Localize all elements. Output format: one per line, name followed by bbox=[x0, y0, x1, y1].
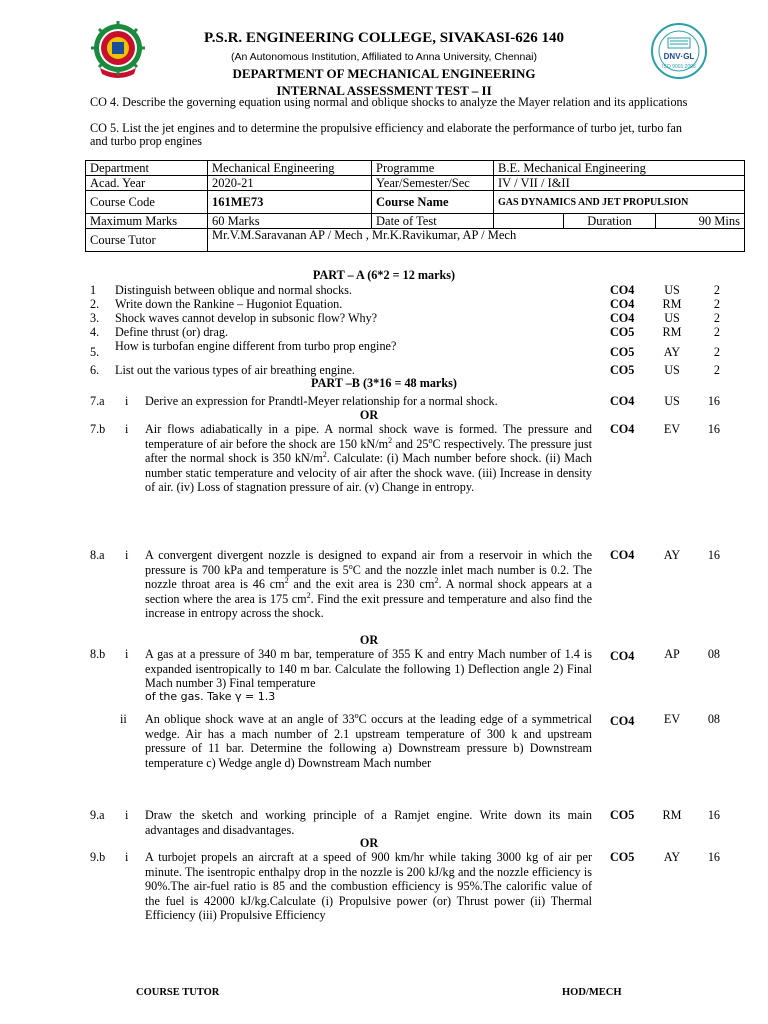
q7a-level: US bbox=[664, 394, 680, 408]
q9b-sub: i bbox=[125, 850, 129, 864]
acad-year-label: Acad. Year bbox=[86, 176, 208, 191]
footer-hod: HOD/MECH bbox=[562, 987, 622, 998]
q8a-sub: i bbox=[125, 548, 129, 562]
q7b-marks: 16 bbox=[707, 422, 720, 436]
q8b-ii-co: CO4 bbox=[610, 714, 635, 728]
footer-course-tutor: COURSE TUTOR bbox=[136, 987, 220, 998]
part-a-title: PART – A (6*2 = 12 marks) bbox=[312, 268, 456, 282]
q7b-text: Air flows adiabatically in a pipe. A normal shock wave is formed. The pressure and temperature of air before the shock are 150 $kN/m^2$ and 25$^o$C respectively. The pressure just after the normal shock is 350 $kN/m^2$. Calculate: (i) Mach number before shock. (ii) Mach number static temperature and velocity of air after the shock wave. (iii) Increase in density of air. (iv) Loss of stagnation pressure of air. (v) Change in entropy. bbox=[145, 422, 592, 494]
q7a-sub: i bbox=[125, 394, 129, 408]
q9a-co: CO5 bbox=[610, 808, 635, 822]
course-name-value: GAS DYNAMICS AND JET PROPULSION bbox=[494, 191, 745, 214]
q7a-text: Derive an expression for Prandtl-Meyer relationship for a normal shock. bbox=[145, 394, 498, 408]
course-name-label: Course Name bbox=[372, 191, 494, 214]
q9b-level: AY bbox=[663, 850, 681, 864]
college-name: P.S.R. ENGINEERING COLLEGE, SIVAKASI-626 140 bbox=[203, 30, 565, 46]
department-label: Department bbox=[86, 161, 208, 176]
q9a-marks: 16 bbox=[707, 808, 720, 822]
college-affiliation: (An Autonomous Institution, Affiliated to Anna University, Chennai) bbox=[230, 51, 538, 63]
dnv-gl-text: DNV·GL bbox=[663, 52, 695, 61]
q9a-sub: i bbox=[125, 808, 129, 822]
department-value: Mechanical Engineering bbox=[208, 161, 372, 176]
duration-value: 90 Mins bbox=[656, 214, 745, 229]
q7a-marks: 16 bbox=[707, 394, 720, 408]
q8a-text: A convergent divergent nozzle is designed to expand air from a reservoir in which the pressure is 700 kPa and temperature is 5$^o$C and the nozzle inlet mach number is 0.2. The nozzle throat area is 46 $cm^2$ and the exit area is 230 $cm^2$. A normal shock appears at a section where the area is 175 $cm^2$. Find the exit pressure and temperature and also find the increase in entropy across the shock. bbox=[145, 548, 592, 620]
q9a-text: Draw the sketch and working principle of a Ramjet engine. Write down its main advantages and disadvantages. bbox=[145, 808, 592, 837]
test-title: INTERNAL ASSESSMENT TEST – II bbox=[276, 83, 492, 98]
programme-value: B.E. Mechanical Engineering bbox=[494, 161, 745, 176]
course-code-label: Course Code bbox=[86, 191, 208, 214]
q7b-level: EV bbox=[663, 422, 681, 436]
q7a-number: 7.a bbox=[90, 394, 105, 408]
q8b-marks: 08 bbox=[707, 647, 720, 661]
course-code-value: 161ME73 bbox=[208, 191, 372, 214]
q8a-marks: 16 bbox=[707, 548, 720, 562]
q8b-sub: i bbox=[125, 647, 129, 661]
q8b-ii-level: EV bbox=[663, 712, 681, 726]
q8a-co: CO4 bbox=[610, 548, 635, 562]
q8a-number: 8.a bbox=[90, 548, 105, 562]
q8b-number: 8.b bbox=[90, 647, 106, 661]
q8b-text: A gas at a pressure of 340 m bar, temperature of 355 K and entry Mach number of 1.4 is expanded isentropically to 140 m bar. Calculate the following 1) Deflection angle 2) Final Mach number 3) Final temperature bbox=[145, 647, 592, 690]
duration-label: Duration bbox=[564, 214, 656, 229]
or-divider-9: OR bbox=[359, 836, 379, 850]
q9a-level: RM bbox=[662, 808, 682, 822]
q8b-ii-marks: 08 bbox=[707, 712, 720, 726]
date-label: Date of Test bbox=[372, 214, 494, 229]
q9b-text: A turbojet propels an aircraft at a speed of 900 km/hr while taking 3000 kg of air per minute. The isentropic enthalpy drop in the nozzle is 200 kJ/kg and the nozzle efficiency is 90%.The air-fuel ratio is 85 and the combustion efficiency is 95%.The calorific value of the fuel is 42000 kJ/kg.Calculate (i) Propulsive power (or) Thrust power (ii) Thermal Efficiency (iii) Propulsive Efficiency bbox=[145, 850, 592, 922]
department-title: DEPARTMENT OF MECHANICAL ENGINEERING bbox=[232, 66, 536, 81]
q8b-ii-text: An oblique shock wave at an angle of 33$^o$C occurs at the leading edge of a symmetrical wedge. Air has a mach number of 2.1 upstream temperature of 300 k and upstream pressure of 11 bar. Determine the following a) Downstream pressure b) Downstream temperature c) Wedge angle d) Downstream Mach number bbox=[145, 710, 592, 770]
course-tutor-label: Course Tutor bbox=[86, 229, 208, 252]
semester-label: Year/Semester/Sec bbox=[372, 176, 494, 191]
q9b-co: CO5 bbox=[610, 850, 635, 864]
q7a-co: CO4 bbox=[610, 394, 635, 408]
or-divider-8: OR bbox=[359, 633, 379, 647]
q8a-level: AY bbox=[663, 548, 681, 562]
max-marks-value: 60 Marks bbox=[208, 214, 372, 229]
q8b-co: CO4 bbox=[610, 649, 635, 663]
q7b-sub: i bbox=[125, 422, 129, 436]
or-divider-7: OR bbox=[359, 408, 379, 422]
semester-value: IV / VII / I&II bbox=[494, 176, 745, 191]
date-value bbox=[494, 214, 564, 229]
course-outcome-5: CO 5. List the jet engines and to determine the propulsive efficiency and elaborate the performance of turbo jet, turbo fan and turbo prop engines bbox=[90, 121, 683, 148]
part-b-title: PART –B (3*16 = 48 marks) bbox=[311, 376, 457, 390]
q9b-number: 9.b bbox=[90, 850, 106, 864]
q8b-text-last-line: of the gas. Take γ = 1.3 bbox=[145, 690, 276, 703]
max-marks-label: Maximum Marks bbox=[86, 214, 208, 229]
q7b-number: 7.b bbox=[90, 422, 106, 436]
acad-year-value: 2020-21 bbox=[208, 176, 372, 191]
iso-text: ISO 9001:2008 bbox=[662, 64, 696, 70]
course-outcome-4: CO 4. Describe the governing equation using normal and oblique shocks to analyze the Mayer relation and its applications bbox=[90, 95, 688, 109]
programme-label: Programme bbox=[372, 161, 494, 176]
q9b-marks: 16 bbox=[707, 850, 720, 864]
q8b-ii-sub: ii bbox=[120, 712, 127, 726]
q9a-number: 9.a bbox=[90, 808, 105, 822]
course-info-table bbox=[85, 160, 745, 252]
q8b-level: AP bbox=[664, 647, 680, 661]
q7b-co: CO4 bbox=[610, 422, 635, 436]
course-tutor-value: Mr.V.M.Saravanan AP / Mech , Mr.K.Ravikumar, AP / Mech bbox=[208, 229, 745, 252]
